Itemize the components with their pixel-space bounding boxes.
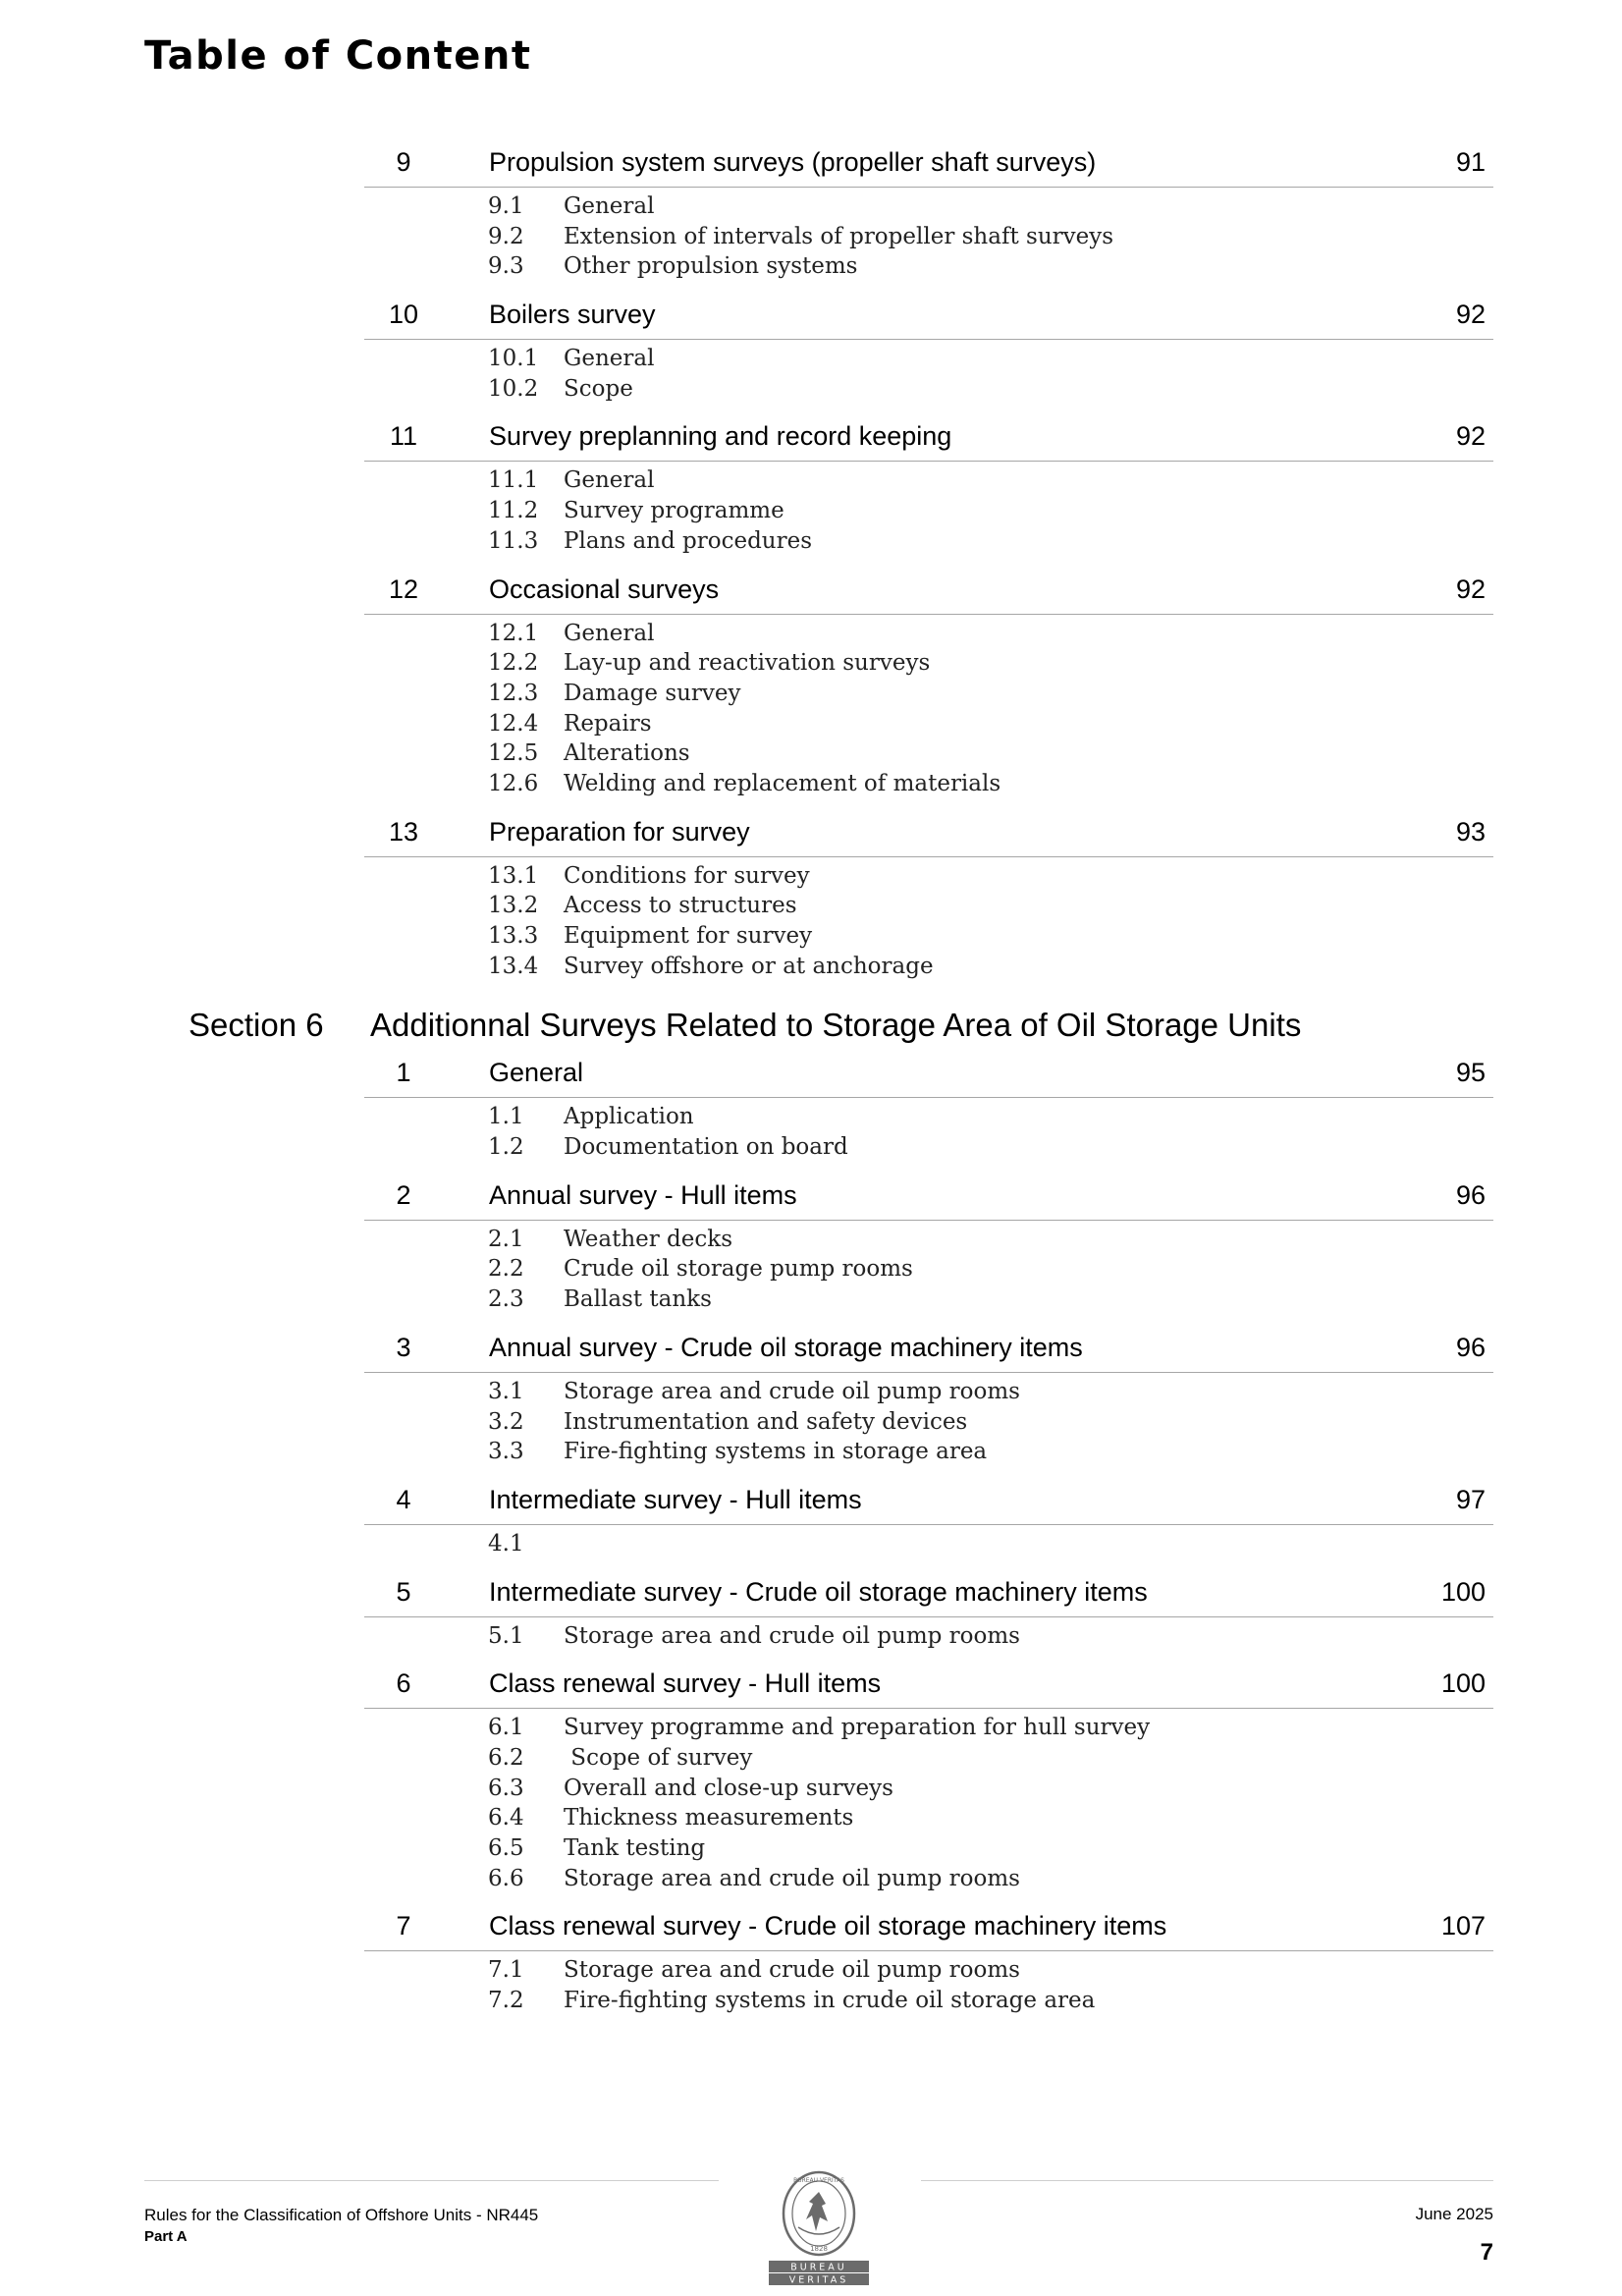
subsection-title: Documentation on board xyxy=(564,1134,848,1161)
svg-text:1828: 1828 xyxy=(810,2245,828,2253)
section-label: Section 6 xyxy=(189,1007,324,1044)
subsection-title: Storage area and crude oil pump rooms xyxy=(564,1957,1020,1984)
chapter-page-number: 92 xyxy=(1455,574,1486,604)
toc-chapter-row xyxy=(364,1573,1493,1617)
chapter-title: Boilers survey xyxy=(489,300,656,330)
subsection-title: Extension of intervals of propeller shaft surveys xyxy=(564,223,1114,249)
subsection-number: 12.5 xyxy=(488,740,539,767)
table-of-contents xyxy=(0,143,1622,2016)
section-title: Additionnal Surveys Related to Storage Area of Oil Storage Units xyxy=(370,1007,1302,1044)
subsection-title: Fire-fighting systems in storage area xyxy=(564,1439,988,1465)
chapter-page-number: 96 xyxy=(1455,1179,1486,1210)
subsection-item xyxy=(488,1407,1622,1438)
subsection-item xyxy=(488,1713,1622,1743)
subsection-list xyxy=(488,1525,1622,1559)
chapter-page-number: 100 xyxy=(1440,1576,1486,1607)
footer-date: June 2025 xyxy=(1415,2205,1493,2223)
footer-doc-title: Rules for the Classification of Offshore Units - NR445 xyxy=(144,2206,539,2224)
subsection-list xyxy=(488,857,1622,982)
chapter-number: 2 xyxy=(396,1179,411,1210)
chapter-page-number: 93 xyxy=(1455,816,1486,847)
page-number: 7 xyxy=(1480,2239,1493,2266)
subsection-title: Survey programme and preparation for hull survey xyxy=(564,1715,1151,1741)
page-title: Table of Content xyxy=(144,33,532,79)
subsection-title: Other propulsion systems xyxy=(564,253,858,280)
subsection-list xyxy=(488,340,1622,404)
subsection-number: 2.3 xyxy=(488,1286,524,1313)
subsection-title: Application xyxy=(564,1104,694,1130)
chapter-title: General xyxy=(489,1058,584,1088)
subsection-item xyxy=(488,1833,1622,1864)
svg-text:VERITAS: VERITAS xyxy=(788,2274,849,2286)
subsection-item xyxy=(488,861,1622,892)
subsection-title: Storage area and crude oil pump rooms xyxy=(564,1622,1020,1649)
chapter-title: Class renewal survey - Hull items xyxy=(489,1668,882,1699)
chapter-number: 3 xyxy=(396,1332,411,1362)
subsection-list xyxy=(488,615,1622,799)
subsection-title: Instrumentation and safety devices xyxy=(564,1408,968,1435)
chapter-number: 11 xyxy=(389,421,418,452)
subsection-number: 12.1 xyxy=(488,620,539,646)
toc-chapter-row xyxy=(364,296,1493,340)
subsection-number: 6.2 xyxy=(488,1744,524,1771)
toc-chapter-row xyxy=(364,1481,1493,1525)
subsection-number: 7.1 xyxy=(488,1957,524,1984)
toc-chapter-row xyxy=(364,1665,1493,1709)
chapter-page-number: 95 xyxy=(1455,1058,1486,1088)
subsection-number: 13.3 xyxy=(488,923,539,949)
subsection-item xyxy=(488,1529,1622,1559)
subsection-number: 4.1 xyxy=(488,1530,524,1557)
subsection-item xyxy=(488,1225,1622,1255)
subsection-list xyxy=(488,1951,1622,2015)
subsection-item xyxy=(488,1102,1622,1132)
subsection-title: Crude oil storage pump rooms xyxy=(564,1256,913,1283)
subsection-item xyxy=(488,1743,1622,1774)
subsection-title: Fire-fighting systems in crude oil storage area xyxy=(564,1988,1096,2014)
subsection-number: 11.1 xyxy=(488,467,539,494)
chapter-title: Propulsion system surveys (propeller shaft surveys) xyxy=(489,147,1097,177)
subsection-title: Scope of survey xyxy=(564,1744,753,1771)
chapter-title: Occasional surveys xyxy=(489,574,720,604)
toc-chapter-row xyxy=(364,813,1493,857)
subsection-number: 6.5 xyxy=(488,1835,524,1861)
subsection-number: 13.4 xyxy=(488,953,539,979)
subsection-title: Survey offshore or at anchorage xyxy=(564,953,934,979)
toc-chapter-row xyxy=(364,417,1493,462)
subsection-title: General xyxy=(564,467,655,494)
subsection-number: 12.4 xyxy=(488,710,539,737)
subsection-item xyxy=(488,709,1622,739)
subsection-title: Weather decks xyxy=(564,1226,733,1252)
subsection-number: 5.1 xyxy=(488,1622,524,1649)
subsection-number: 6.1 xyxy=(488,1715,524,1741)
subsection-number: 13.1 xyxy=(488,862,539,889)
subsection-item xyxy=(488,1986,1622,2016)
chapter-page-number: 91 xyxy=(1455,147,1486,177)
subsection-number: 7.2 xyxy=(488,1988,524,2014)
subsection-title: General xyxy=(564,620,655,646)
chapter-number: 13 xyxy=(388,816,419,847)
subsection-title: Alterations xyxy=(564,740,690,767)
subsection-title: Tank testing xyxy=(564,1835,706,1861)
subsection-item xyxy=(488,526,1622,557)
subsection-number: 12.6 xyxy=(488,770,539,796)
subsection-item xyxy=(488,738,1622,769)
chapter-page-number: 96 xyxy=(1455,1332,1486,1362)
subsection-item xyxy=(488,1254,1622,1285)
subsection-title: Conditions for survey xyxy=(564,862,810,889)
subsection-number: 9.2 xyxy=(488,223,524,249)
subsection-title: Welding and replacement of materials xyxy=(564,770,1001,796)
subsection-number: 6.4 xyxy=(488,1805,524,1831)
subsection-title: General xyxy=(564,193,655,219)
chapter-title: Intermediate survey - Crude oil storage machinery items xyxy=(489,1576,1148,1607)
chapter-page-number: 100 xyxy=(1440,1668,1486,1699)
subsection-title: Repairs xyxy=(564,710,652,737)
subsection-title: Storage area and crude oil pump rooms xyxy=(564,1378,1020,1404)
subsection-number: 9.1 xyxy=(488,193,524,219)
subsection-title: Thickness measurements xyxy=(564,1805,854,1831)
subsection-title: General xyxy=(564,346,655,372)
subsection-number: 6.6 xyxy=(488,1865,524,1891)
footer-part: Part A xyxy=(144,2228,188,2245)
subsection-item xyxy=(488,465,1622,496)
chapter-number: 1 xyxy=(396,1058,411,1088)
bureau-veritas-logo-icon xyxy=(769,2170,869,2286)
subsection-item xyxy=(488,1377,1622,1407)
subsection-list xyxy=(488,1373,1622,1467)
subsection-item xyxy=(488,344,1622,374)
subsection-item xyxy=(488,1285,1622,1315)
section-heading xyxy=(0,1007,1622,1054)
chapter-page-number: 92 xyxy=(1455,300,1486,330)
page-footer xyxy=(0,2170,1622,2296)
subsection-item xyxy=(488,1132,1622,1163)
chapter-number: 4 xyxy=(396,1484,411,1514)
footer-rule-left xyxy=(144,2180,719,2181)
subsection-title: Plans and procedures xyxy=(564,527,813,554)
subsection-number: 10.2 xyxy=(488,375,539,402)
subsection-item xyxy=(488,921,1622,952)
chapter-number: 7 xyxy=(396,1911,411,1941)
toc-chapter-row xyxy=(364,1176,1493,1221)
subsection-list xyxy=(488,188,1622,282)
chapter-title: Survey preplanning and record keeping xyxy=(489,421,952,452)
subsection-list xyxy=(488,1221,1622,1315)
chapter-number: 5 xyxy=(396,1576,411,1607)
subsection-item xyxy=(488,769,1622,799)
toc-chapter-row xyxy=(364,1054,1493,1098)
subsection-number: 12.2 xyxy=(488,650,539,677)
subsection-title: Access to structures xyxy=(564,893,797,919)
chapter-page-number: 107 xyxy=(1440,1911,1486,1941)
chapter-page-number: 97 xyxy=(1455,1484,1486,1514)
subsection-item xyxy=(488,496,1622,526)
subsection-item xyxy=(488,1803,1622,1833)
subsection-list xyxy=(488,1709,1622,1893)
subsection-title: Damage survey xyxy=(564,680,741,706)
toc-chapter-row xyxy=(364,1907,1493,1951)
subsection-title: Ballast tanks xyxy=(564,1286,712,1313)
subsection-number: 13.2 xyxy=(488,893,539,919)
chapter-title: Class renewal survey - Crude oil storage machinery items xyxy=(489,1911,1167,1941)
chapter-title: Annual survey - Crude oil storage machinery items xyxy=(489,1332,1083,1362)
chapter-number: 6 xyxy=(396,1668,411,1699)
subsection-number: 11.2 xyxy=(488,498,539,524)
footer-rule-right xyxy=(921,2180,1493,2181)
chapter-title: Preparation for survey xyxy=(489,816,750,847)
subsection-title: Overall and close-up surveys xyxy=(564,1775,893,1801)
subsection-title: Survey programme xyxy=(564,498,784,524)
subsection-item xyxy=(488,1955,1622,1986)
svg-text:BUREAU: BUREAU xyxy=(790,2262,847,2273)
subsection-number: 6.3 xyxy=(488,1775,524,1801)
subsection-item xyxy=(488,1437,1622,1467)
subsection-item xyxy=(488,1864,1622,1894)
chapter-number: 9 xyxy=(396,147,411,177)
chapter-title: Intermediate survey - Hull items xyxy=(489,1484,862,1514)
chapter-number: 10 xyxy=(388,300,419,330)
chapter-number: 12 xyxy=(388,574,419,604)
subsection-number: 3.3 xyxy=(488,1439,524,1465)
subsection-item xyxy=(488,952,1622,982)
subsection-list xyxy=(488,1098,1622,1162)
svg-text:BUREAU VERITAS: BUREAU VERITAS xyxy=(793,2177,844,2184)
subsection-list xyxy=(488,462,1622,556)
subsection-item xyxy=(488,1774,1622,1804)
subsection-number: 9.3 xyxy=(488,253,524,280)
chapter-title: Annual survey - Hull items xyxy=(489,1179,797,1210)
subsection-item xyxy=(488,891,1622,921)
subsection-number: 2.1 xyxy=(488,1226,524,1252)
subsection-item xyxy=(488,619,1622,649)
toc-chapter-row xyxy=(364,1329,1493,1373)
subsection-number: 2.2 xyxy=(488,1256,524,1283)
footer-document-info xyxy=(144,2205,538,2248)
toc-chapter-row xyxy=(364,571,1493,615)
subsection-number: 11.3 xyxy=(488,527,539,554)
subsection-number: 10.1 xyxy=(488,346,539,372)
subsection-title: Scope xyxy=(564,375,633,402)
subsection-list xyxy=(488,1617,1622,1652)
subsection-title: Storage area and crude oil pump rooms xyxy=(564,1865,1020,1891)
subsection-item xyxy=(488,222,1622,252)
subsection-item xyxy=(488,1621,1622,1652)
subsection-number: 1.1 xyxy=(488,1104,524,1130)
subsection-item xyxy=(488,191,1622,222)
subsection-number: 3.2 xyxy=(488,1408,524,1435)
subsection-number: 3.1 xyxy=(488,1378,524,1404)
subsection-item xyxy=(488,679,1622,709)
subsection-number: 12.3 xyxy=(488,680,539,706)
toc-chapter-row xyxy=(364,143,1493,188)
subsection-title: Equipment for survey xyxy=(564,923,813,949)
subsection-item xyxy=(488,648,1622,679)
subsection-item xyxy=(488,251,1622,282)
chapter-page-number: 92 xyxy=(1455,421,1486,452)
subsection-number: 1.2 xyxy=(488,1134,524,1161)
subsection-title: Lay-up and reactivation surveys xyxy=(564,650,931,677)
subsection-item xyxy=(488,374,1622,405)
